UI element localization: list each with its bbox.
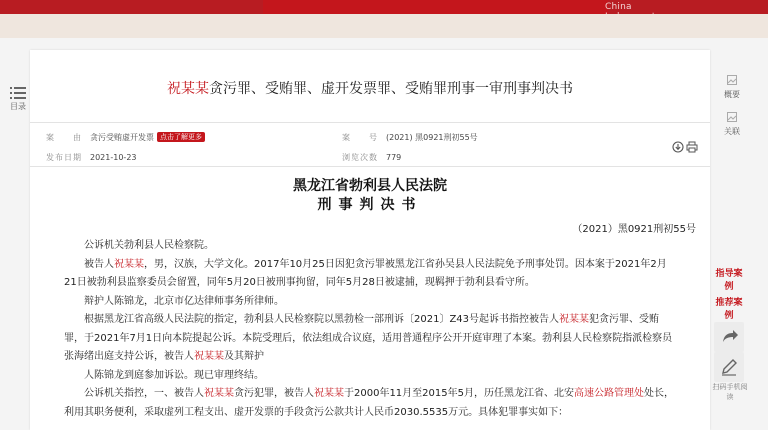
document-title xyxy=(30,78,710,98)
list-icon xyxy=(10,86,26,100)
paragraph-text: 辩护人陈锦龙，北京市亿达律师事务所律师。 xyxy=(64,295,284,307)
paragraph-text: 被告人 xyxy=(64,258,114,270)
directory-toggle[interactable] xyxy=(6,86,30,112)
case-number: （2021）黑0921刑初55号 xyxy=(572,224,696,235)
judgment-paragraph xyxy=(64,311,678,367)
paragraph-text: 于2000年11月至2015年5月，历任黑龙江省、北安 xyxy=(344,388,574,399)
judgment-paragraph xyxy=(64,293,678,312)
judgment-paragraph xyxy=(64,256,678,293)
judgment-body xyxy=(64,237,678,422)
site-subtitle: China xyxy=(605,2,632,12)
meta-views-key: 浏览次数 xyxy=(342,153,378,162)
defendant-name: 祝某某 xyxy=(167,81,209,97)
meta-caseno-value: (2021) 黑0921刑初55号 xyxy=(386,133,478,142)
paragraph-text: 人陈锦龙到庭参加诉讼。现已审理终结。 xyxy=(64,369,264,381)
meta-views-value: 779 xyxy=(386,153,402,162)
highlighted-text: 祝某某 xyxy=(204,388,234,399)
related-link[interactable] xyxy=(712,107,752,137)
recommend-cases-link[interactable]: 推荐案例 xyxy=(715,298,743,321)
header-strip xyxy=(0,14,768,38)
download-icon[interactable] xyxy=(672,141,684,153)
image-icon xyxy=(727,75,737,85)
top-banner xyxy=(0,0,768,14)
highlighted-text: 祝某某 xyxy=(114,258,144,270)
highlighted-text: 祝某某 xyxy=(559,314,590,325)
meta-cause xyxy=(46,132,205,143)
image-icon xyxy=(727,112,737,122)
directory-label: 目录 xyxy=(10,102,26,111)
meta-caseno xyxy=(342,132,478,143)
meta-cause-value: 贪污受贿虚开发票 xyxy=(90,133,154,142)
guide-cases-link[interactable]: 指导案例 xyxy=(715,269,743,292)
paragraph-text: 处长，利用其职务便利，采取虚列工程支出、虚开发票的手段贪污公款共计人民币2030.5535万元。具体犯罪事实如下： xyxy=(64,388,674,418)
document-title-rest: 贪污罪、受贿罪、虚开发票罪、受贿罪刑事一审刑事判决书 xyxy=(209,81,573,97)
judgment-paragraph xyxy=(64,367,678,386)
related-label: 关联 xyxy=(724,127,740,136)
judgment-paragraph xyxy=(64,237,678,256)
paragraph-text: 公诉机关勃利县人民检察院。 xyxy=(64,240,214,251)
print-icon[interactable] xyxy=(686,141,698,153)
share-button[interactable] xyxy=(714,322,744,352)
meta-views xyxy=(342,152,401,163)
meta-cause-key: 案 由 xyxy=(46,133,82,142)
overview-label: 概要 xyxy=(724,90,740,99)
highlighted-text: 祝某某 xyxy=(194,351,224,362)
overview-link[interactable] xyxy=(712,70,752,100)
paragraph-text: 贪污犯罪，被告人 xyxy=(234,388,314,399)
document-panel xyxy=(30,50,710,430)
meta-caseno-key: 案 号 xyxy=(342,133,378,142)
highlighted-text: 祝某某 xyxy=(314,388,344,399)
paragraph-text: 公诉机关指控，一、被告人 xyxy=(64,388,204,399)
paragraph-text: 犯贪污罪、受贿罪，于2021年7月1日向本院提起公诉。本院受理后，依法组成合议庭，适用普通程序公开开庭审理了本案。勃利县人民检察院指派检察员张海绪出庭支持公诉，被告人 xyxy=(64,314,673,362)
divider xyxy=(30,122,710,123)
paragraph-text: ，男，汉族，大学文化。2017年10月25日因犯贪污罪被黑龙江省孙吴县人民法院免予刑事处罚。因本案于2021年2月21日被勃利县监察委员会留置，同年5月20日被刑事拘留，同年5月28日被逮捕，现羁押于勃利县看守所。 xyxy=(64,258,667,288)
edit-icon xyxy=(714,352,744,382)
paragraph-text: 及其辩护 xyxy=(224,351,264,362)
paragraph-text: 根据黑龙江省高级人民法院的指定，勃利县人民检察院以黑勃检一部刑诉〔2021〕Z43号起诉书指控被告人 xyxy=(64,314,560,325)
note-button[interactable] xyxy=(714,352,744,382)
share-icon xyxy=(714,322,744,352)
meta-publish-value: 2021-10-23 xyxy=(90,153,137,162)
learn-more-button[interactable]: 点击了解更多 xyxy=(157,132,205,142)
scan-to-read-label[interactable]: 扫码手机阅读 xyxy=(712,383,748,401)
meta-publish-key: 发布日期 xyxy=(46,153,82,162)
meta-publish xyxy=(46,152,137,163)
court-name: 黑龙江省勃利县人民法院 xyxy=(293,178,447,194)
highlighted-text: 高速公路管理处 xyxy=(574,388,644,399)
judgment-paragraph xyxy=(64,385,678,422)
site-logo-banner xyxy=(263,0,632,14)
divider xyxy=(30,166,710,167)
document-type: 刑事判决书 xyxy=(317,197,423,213)
